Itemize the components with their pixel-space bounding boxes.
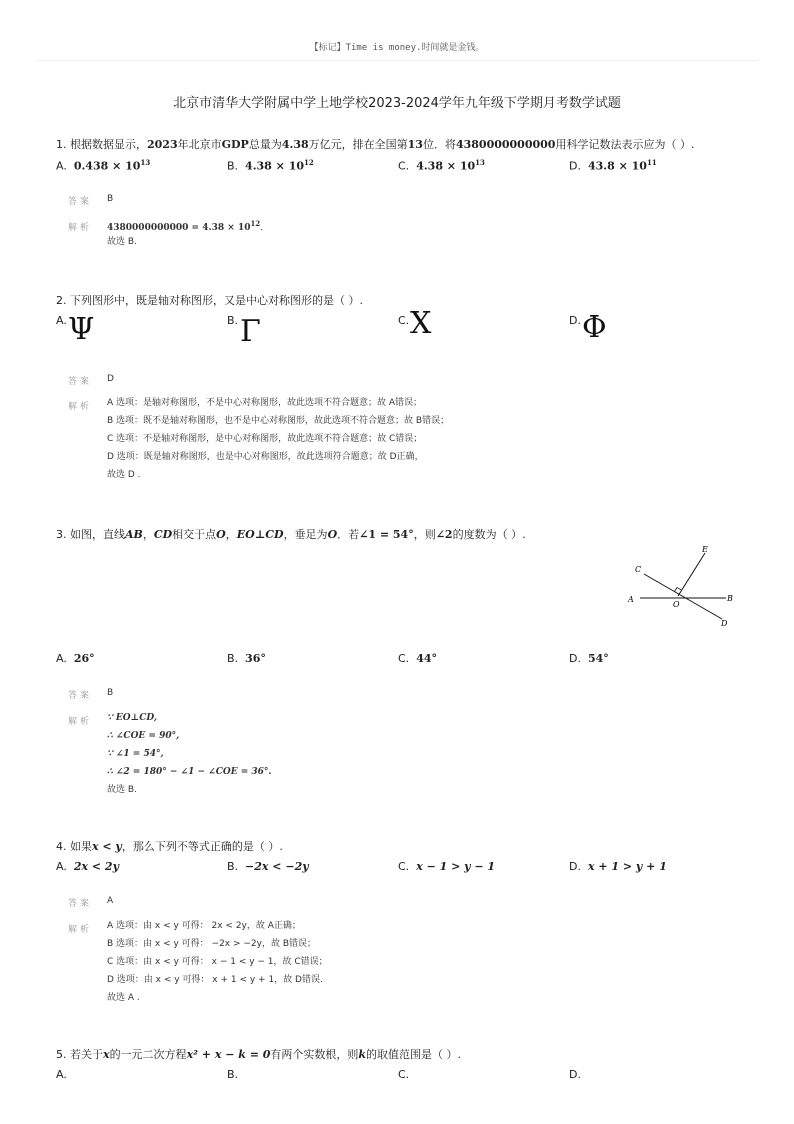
q2-analysis: A 选项：是轴对称图形，不是中心对称图形，故此选项不符合题意；故 A错误； B 选项：既不是轴对称图形，也不是中心对称图形，故此选项不符合题意；故 B错误； C 选项：不是轴对称图形，是中心对称图形，故此选项不符合题意；故 C错误； D 选项：既是轴对称图形，也是中心对称图形，故此选项符合题意；故 D正确， 故选 D .: [107, 398, 450, 480]
label-a: A: [628, 595, 634, 604]
q5-option-d[interactable]: D.: [569, 1068, 581, 1081]
question-2-stem: 2. 下列图形中，既是轴对称图形，又是中心对称图形的是（ ）.: [56, 294, 363, 307]
q1-analysis: $4380000000000 = 4.38 \times 10^{12}$． 故选 B.: [107, 219, 270, 247]
q2-symbol-a: Ψ: [68, 312, 95, 347]
q4-option-a[interactable]: A. 2x < 2y: [56, 860, 119, 873]
q5-option-b[interactable]: B.: [227, 1068, 239, 1081]
q4-option-d[interactable]: D. x + 1 > y + 1: [569, 860, 667, 873]
question-4-stem: 4. 如果x < y，那么下列不等式正确的是（ ）.: [56, 840, 283, 853]
q3-option-d[interactable]: D. 54°: [569, 652, 609, 665]
q3-option-c[interactable]: C. 44°: [398, 652, 437, 665]
q1-analysis-label: 解析: [68, 223, 93, 233]
q2-symbol-b: Γ: [240, 314, 261, 349]
q2-option-b[interactable]: B.: [227, 314, 239, 327]
q4-analysis: A 选项：由 x < y 可得： 2x < 2y，故 A正确； B 选项：由 x < y 可得： −2x > −2y，故 B错误； C 选项：由 x < y 可得： x − 1 < y − 1，故 C错误； D 选项：由 x < y 可得： x + 1 < y + 1，故 D错误. 故选 A .: [107, 921, 328, 1003]
q3-analysis-label: 解析: [68, 717, 93, 727]
q3-option-b[interactable]: B. 36°: [227, 652, 266, 665]
q4-option-c[interactable]: C. x − 1 > y − 1: [398, 860, 496, 873]
q4-analysis-label: 解析: [68, 925, 93, 935]
q2-option-a[interactable]: A.: [56, 314, 67, 327]
ray-oe: [678, 553, 705, 596]
q1-answer: B: [107, 194, 114, 204]
label-e: E: [702, 545, 708, 554]
q3-option-a[interactable]: A. 26°: [56, 652, 95, 665]
q1-option-b[interactable]: B. $4.38 \times 10^{12}$: [227, 158, 314, 173]
question-3-stem: 3. 如图，直线AB，CD相交于点O，EO⊥CD，垂足为O．若∠1 = 54°，则∠2的度数为（ ）.: [56, 528, 526, 541]
q2-answer-label: 答案: [68, 377, 93, 387]
q1-option-d[interactable]: D. $43.8 \times 10^{11}$: [569, 158, 657, 173]
q1-option-c[interactable]: C. $4.38 \times 10^{13}$: [398, 158, 485, 173]
q5-option-c[interactable]: C.: [398, 1068, 410, 1081]
q4-answer: A: [107, 896, 114, 906]
label-o: O: [673, 600, 680, 609]
q3-answer-label: 答案: [68, 691, 93, 701]
q2-answer: D: [107, 374, 114, 384]
q4-option-b[interactable]: B. −2x < −2y: [227, 860, 309, 873]
q5-option-a[interactable]: A.: [56, 1068, 67, 1081]
question-1-stem: 1. 根据数据显示，2023年北京市GDP总量为4.38万亿元，排在全国第13位．将4380000000000用科学记数法表示应为（ ）.: [56, 138, 695, 151]
line-cd: [644, 574, 722, 619]
q3-analysis: ∵ EO⊥CD, ∴ ∠COE = 90°, ∵ ∠1 = 54°, ∴ ∠2 = 180° − ∠1 − ∠COE = 36°. 故选 B.: [107, 713, 272, 795]
header-divider: [36, 60, 758, 61]
q1-answer-label: 答案: [68, 197, 93, 207]
q2-option-d[interactable]: D.: [569, 314, 581, 327]
q3-answer: B: [107, 688, 114, 698]
q2-option-c[interactable]: C.: [398, 314, 410, 327]
label-d: D: [721, 619, 728, 628]
q3-geometry-figure: [620, 540, 750, 635]
label-b: B: [727, 594, 733, 603]
page-header: 【标记】Time is money.时间就是金钱。: [309, 43, 485, 53]
question-5-stem: 5. 若关于x的一元二次方程x² + x − k = 0有两个实数根，则k的取值范围是（ ）.: [56, 1048, 462, 1061]
q1-option-a[interactable]: A. $0.438 \times 10^{13}$: [56, 158, 151, 173]
label-c: C: [635, 565, 642, 574]
q4-answer-label: 答案: [68, 899, 93, 909]
q2-analysis-label: 解析: [68, 402, 93, 412]
q2-symbol-d: Φ: [582, 310, 607, 345]
right-angle-mark: [675, 588, 682, 592]
page-title: 北京市清华大学附属中学上地学校2023-2024学年九年级下学期月考数学试题: [173, 96, 621, 111]
q2-symbol-c: X: [410, 306, 432, 341]
